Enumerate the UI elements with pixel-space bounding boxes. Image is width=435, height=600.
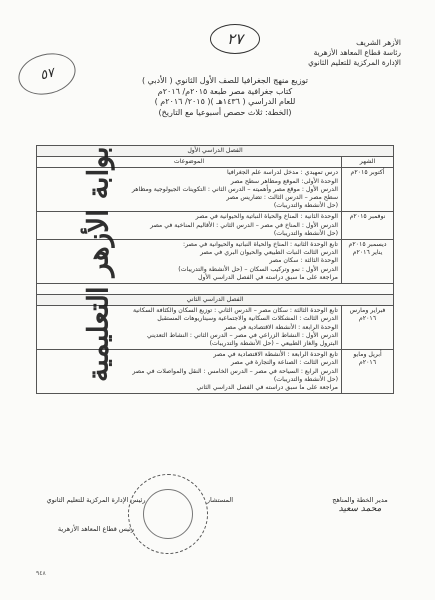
document-number: ٢٧ [226, 30, 244, 48]
col-topics-header: الموضوعات [37, 157, 342, 168]
signature-plan-manager [315, 496, 405, 514]
letterhead-line-1: الأزهر الشريف [356, 38, 401, 47]
signature-name-1: محمد سعيد [338, 504, 382, 514]
row-month: نوفمبر ٢٠١٥م [342, 212, 394, 240]
col-month-header: الشهر [342, 157, 394, 168]
row-topics: تابع الوحدة الرابعة : الأنشطة الاقتصادية في مصر الدرس الثالث : الصناعة والتجارة في مصر الدرس الرابع : السياحة في مصر – الدرس الخامس : النقل والمواصلات في مصر (حل الأنشطة والتدريبات) مراجعة على ما سبق دراسته في الفصل الدراسي الثاني [37, 350, 342, 394]
letterhead [308, 38, 401, 68]
title-1: توزيع منهج الجغرافيا للصف الأول الثانوي ( الأدبي ) [142, 76, 308, 85]
signature-title-4: رئيس قطاع المعاهد الأزهرية [57, 525, 135, 533]
row-month: أكتوبر ٢٠١٥م [342, 168, 394, 212]
signature-title-2: المستشار [206, 496, 234, 504]
row-topics: تابع الوحدة الثانية : المناخ والحياة النباتية والحيوانية في مصر: الدرس الثالث النبات الطبيعي والحيوان البري في مصر الوحدة الثالثة : سكان مصر الدرس الأول : نمو وتركيب السكان – (حل الأنشطة والتدريبات) مراجعة على ما سبق دراسته في الفصل الدراسي الأول [37, 240, 342, 284]
term2-heading: الفصل الدراسي الثاني [37, 295, 394, 306]
title-4: (الخطة: ثلاث حصص أسبوعيا مع التاريخ) [158, 107, 292, 117]
document-titles [90, 76, 360, 118]
official-seal [128, 474, 208, 554]
row-topics: الوحدة الثانية : المناخ والحياة النباتية والحيوانية في مصر الدرس الأول : المناخ في مصر – الدرس الثاني : الأقاليم المناخية في مصر (حل الأنشطة والتدريبات) [37, 212, 342, 240]
signature-title-3: رئيس الإدارة المركزية للتعليم الثانوي [46, 496, 146, 504]
document-number-circle [210, 24, 260, 54]
signature-title-1: مدير الخطة والمناهج [332, 496, 388, 504]
term1-heading: الفصل الدراسي الأول [37, 146, 394, 157]
title-2: كتاب جغرافية مصر طبعة ٢٠١٥م/ ٢٠١٦م [157, 86, 293, 96]
row-topics: درس تمهيدي : مدخل لدراسة علم الجغرافيا الوحدة الأولى: الموقع ومظاهر سطح مصر الدرس الأول : موقع مصر وأهميته – الدرس الثاني : التكوينات الجيولوجية ومظاهر سطح مصر – الدرس الثالث : تضاريس مصر (حل الأنشطة والتدريبات) [37, 168, 342, 212]
letterhead-line-2: رئاسة قطاع المعاهد الأزهرية [313, 48, 401, 57]
title-3: للعام الدراسي ( ١٤٣٦هـ )( ٢٠١٥/ ٢٠١٦م ) [154, 97, 296, 106]
row-topics: تابع الوحدة الثالثة : سكان مصر – الدرس الثاني : توزيع السكان والكثافة السكانية الدرس الثالث : المشكلات السكانية والاجتماعية وسيناريوهات المستقبل الوحدة الرابعة : الأنشطة الاقتصادية في مصر الدرس الأول : النشاط الزراعي في مصر – الدرس الثاني : النشاط التعديني البترول والغاز الطبيعي – (حل الأنشطة والتدريبات) [37, 306, 342, 350]
watermark: بوابة الأزهر التعليمية [81, 146, 115, 382]
document-number-2: ٥٧ [38, 65, 56, 83]
letterhead-line-3: الإدارة المركزية للتعليم الثانوي [308, 58, 401, 67]
row-month: فبراير ومارس ٢٠١٦م [342, 306, 394, 350]
row-month: ديسمبر ٢٠١٥م يناير ٢٠١٦م [342, 240, 394, 284]
footer-number: ٩٤٨ [36, 570, 46, 577]
document-number-circle-2 [14, 48, 80, 101]
row-month: أبريل ومايو ٢٠١٦م [342, 350, 394, 394]
